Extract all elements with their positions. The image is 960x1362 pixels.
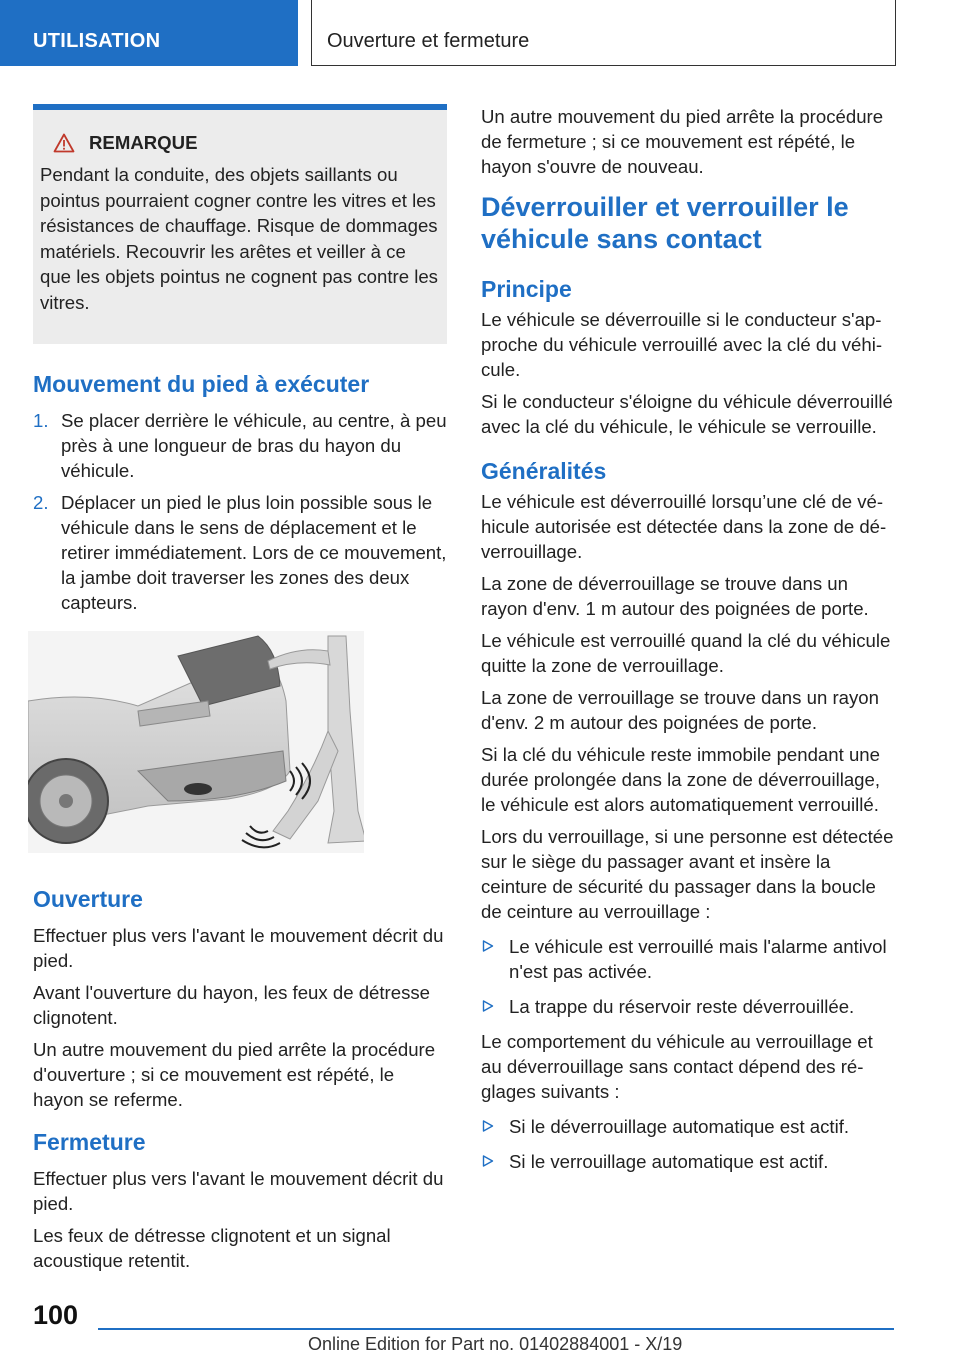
bullet-text: Si le verrouillage automatique est actif.	[509, 1151, 829, 1172]
list-item	[33, 408, 447, 483]
page-number: 100	[33, 1300, 79, 1330]
illustration-drawing	[28, 631, 364, 853]
notice-text: Pendant la conduite, des objets saillants ou pointus pourraient cogner contre les vitres et les résistances de chauffage. Risque de dommages matériels. Recouvrir les arêtes et veiller à ce que les objets pointus ne cognent pas contre les vitres.	[40, 164, 438, 313]
step-number: 2.	[33, 492, 49, 513]
edition-footer: Online Edition for Part no. 01402884001 - X/19	[308, 1334, 683, 1354]
list-item	[481, 1149, 895, 1174]
list-item	[481, 934, 895, 984]
main-heading: Déverrouiller et verrouiller le véhicule sans contact	[481, 192, 849, 254]
bullet-text: Si le déverrouillage automatique est actif.	[509, 1116, 850, 1137]
list-item	[33, 490, 447, 615]
footer-divider	[98, 1328, 894, 1330]
notice-box	[33, 104, 447, 344]
bullet-text: Le véhicule est verrouillé mais l'alarme antivol n'est pas activée.	[509, 936, 887, 982]
intro-paragraph: Un autre mouvement du pied arrête la procédure de fermeture ; si ce mouvement est répété, le hayon s'ouvre de nouveau.	[481, 106, 884, 177]
bullet-text: La trappe du réservoir reste déverrouillée.	[509, 996, 855, 1017]
list-item	[481, 1114, 895, 1139]
general-paragraph: Lors du verrouillage, si une personne est détectée sur le siège du passager avant et insère la ceinture de sécurité du passager dans la boucle de ceinture au verrouillage :	[481, 826, 894, 922]
opening-paragraph: Un autre mouvement du pied arrête la procédure d'ouverture ; si ce mouvement est répété, le hayon se referme.	[33, 1039, 436, 1110]
opening-heading: Ouverture	[33, 886, 143, 912]
step-text: Déplacer un pied le plus loin possible sous le véhicule dans le sens de déplacement et le retirer immédiatement. Lors de ce mouvement, la jambe doit traverser les zones des deux capteurs.	[61, 492, 447, 613]
general-paragraph: La zone de verrouillage se trouve dans un rayon d'env. 2 m autour des poignées de porte.	[481, 687, 879, 733]
general-paragraph: Le comportement du véhicule au verrouillage et au déverrouillage sans contact dépend des réglages suivants :	[481, 1031, 873, 1102]
principle-paragraph: Si le conducteur s'éloigne du véhicule déverrouillé avec la clé du véhicule, le véhicule se verrouille.	[481, 391, 893, 437]
list-item	[481, 994, 895, 1019]
steps-list	[33, 408, 447, 615]
notice-title: REMARQUE	[89, 132, 198, 153]
closing-paragraph: Les feux de détresse clignotent et un signal acoustique retentit.	[33, 1225, 391, 1271]
bullet-list	[481, 934, 895, 1019]
step-text: Se placer derrière le véhicule, au centre, à peu près à une longueur de bras du hayon du véhicule.	[61, 410, 447, 481]
general-heading: Généralités	[481, 458, 607, 484]
opening-paragraph: Effectuer plus vers l'avant le mouvement décrit du pied.	[33, 925, 444, 971]
bullet-list	[481, 1114, 895, 1174]
general-paragraph: Le véhicule est verrouillé quand la clé du véhicule quitte la zone de verrouillage.	[481, 630, 891, 676]
right-column	[481, 104, 895, 1184]
opening-paragraph: Avant l'ouverture du hayon, les feux de détresse clignotent.	[33, 982, 431, 1028]
general-paragraph: La zone de déverrouillage se trouve dans un rayon d'env. 1 m autour des poignées de porte.	[481, 573, 869, 619]
step-number: 1.	[33, 410, 49, 431]
principle-heading: Principe	[481, 276, 572, 302]
triangle-bullet-icon	[482, 1120, 494, 1132]
principle-paragraph: Le véhicule se déverrouille si le conducteur s'approche du véhicule verrouillé avec la clé du véhicule.	[481, 309, 883, 380]
closing-paragraph: Effectuer plus vers l'avant le mouvement décrit du pied.	[33, 1168, 444, 1214]
movement-heading: Mouvement du pied à exécuter	[33, 371, 370, 397]
general-paragraph: Le véhicule est déverrouillé lorsqu’une clé de véhicule autorisée est détectée dans la zone de déverrouillage.	[481, 491, 887, 562]
left-column	[33, 104, 447, 1280]
notice-header	[40, 130, 439, 155]
general-paragraph: Si la clé du véhicule reste immobile pendant une durée prolongée dans la zone de déverrouillage, le véhicule est alors automatiquement verrouillé.	[481, 744, 881, 815]
tailgate-foot-gesture-illustration	[28, 631, 364, 853]
warning-triangle-icon	[53, 133, 75, 153]
chapter-title: Ouverture et fermeture	[311, 0, 896, 66]
triangle-bullet-icon	[482, 1155, 494, 1167]
triangle-bullet-icon	[482, 940, 494, 952]
closing-heading: Fermeture	[33, 1129, 146, 1155]
section-tab: UTILISATION	[0, 0, 298, 66]
triangle-bullet-icon	[482, 1000, 494, 1012]
